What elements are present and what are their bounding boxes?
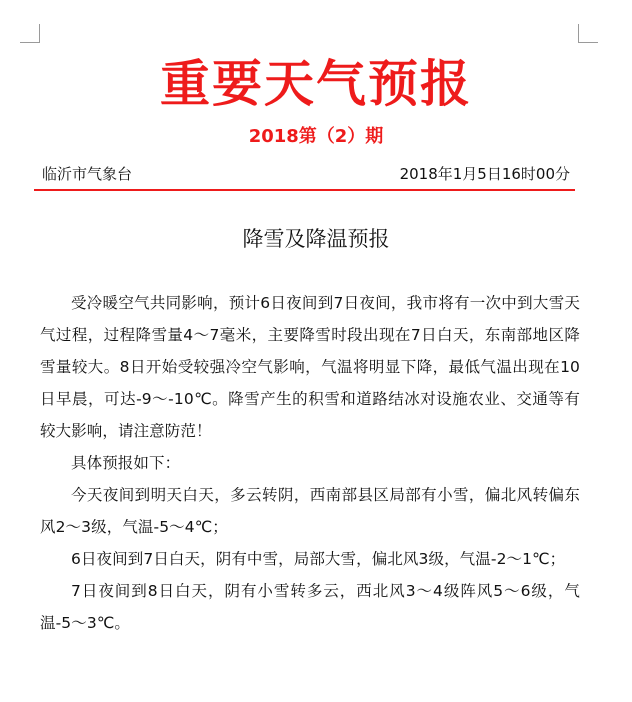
paragraph-forecast-heading: 具体预报如下： bbox=[71, 454, 181, 472]
header-divider bbox=[34, 189, 575, 191]
article-body bbox=[40, 287, 580, 639]
issue-number: 2018第（2）期 bbox=[248, 126, 384, 147]
issuer-name: 临沂市气象台 bbox=[42, 165, 133, 183]
paragraph-intro: 受冷暖空气共同影响，预计6日夜间到7日夜间，我市将有一次中到大雪天气过程，过程降雪量4～7毫米，主要降雪时段出现在7日白天，东南部地区降雪量较大。8日开始受较强冷空气影响，气温将明显下降，最低气温出现在10日早晨，可达-9～-10℃。降雪产生的积雪和道路结冰对设施农业、交通等有较大影响，请注意防范！ bbox=[40, 294, 580, 440]
paragraph-forecast-day6: 6日夜间到7日白天，阴有中雪，局部大雪，偏北风3级，气温-2～1℃； bbox=[71, 550, 566, 568]
masthead-title: 重要天气预报 bbox=[160, 54, 472, 113]
crop-mark-top-left bbox=[20, 24, 40, 43]
article-title: 降雪及降温预报 bbox=[242, 227, 390, 251]
issue-timestamp: 2018年1月5日16时00分 bbox=[399, 165, 570, 183]
crop-mark-top-right bbox=[578, 24, 598, 43]
paragraph-forecast-day7: 7日夜间到8日白天，阴有小雪转多云，西北风3～4级阵风5～6级，气温-5～3℃。 bbox=[40, 582, 580, 632]
paragraph-forecast-today: 今天夜间到明天白天，多云转阴，西南部县区局部有小雪，偏北风转偏东风2～3级，气温-5～4℃； bbox=[40, 486, 580, 536]
